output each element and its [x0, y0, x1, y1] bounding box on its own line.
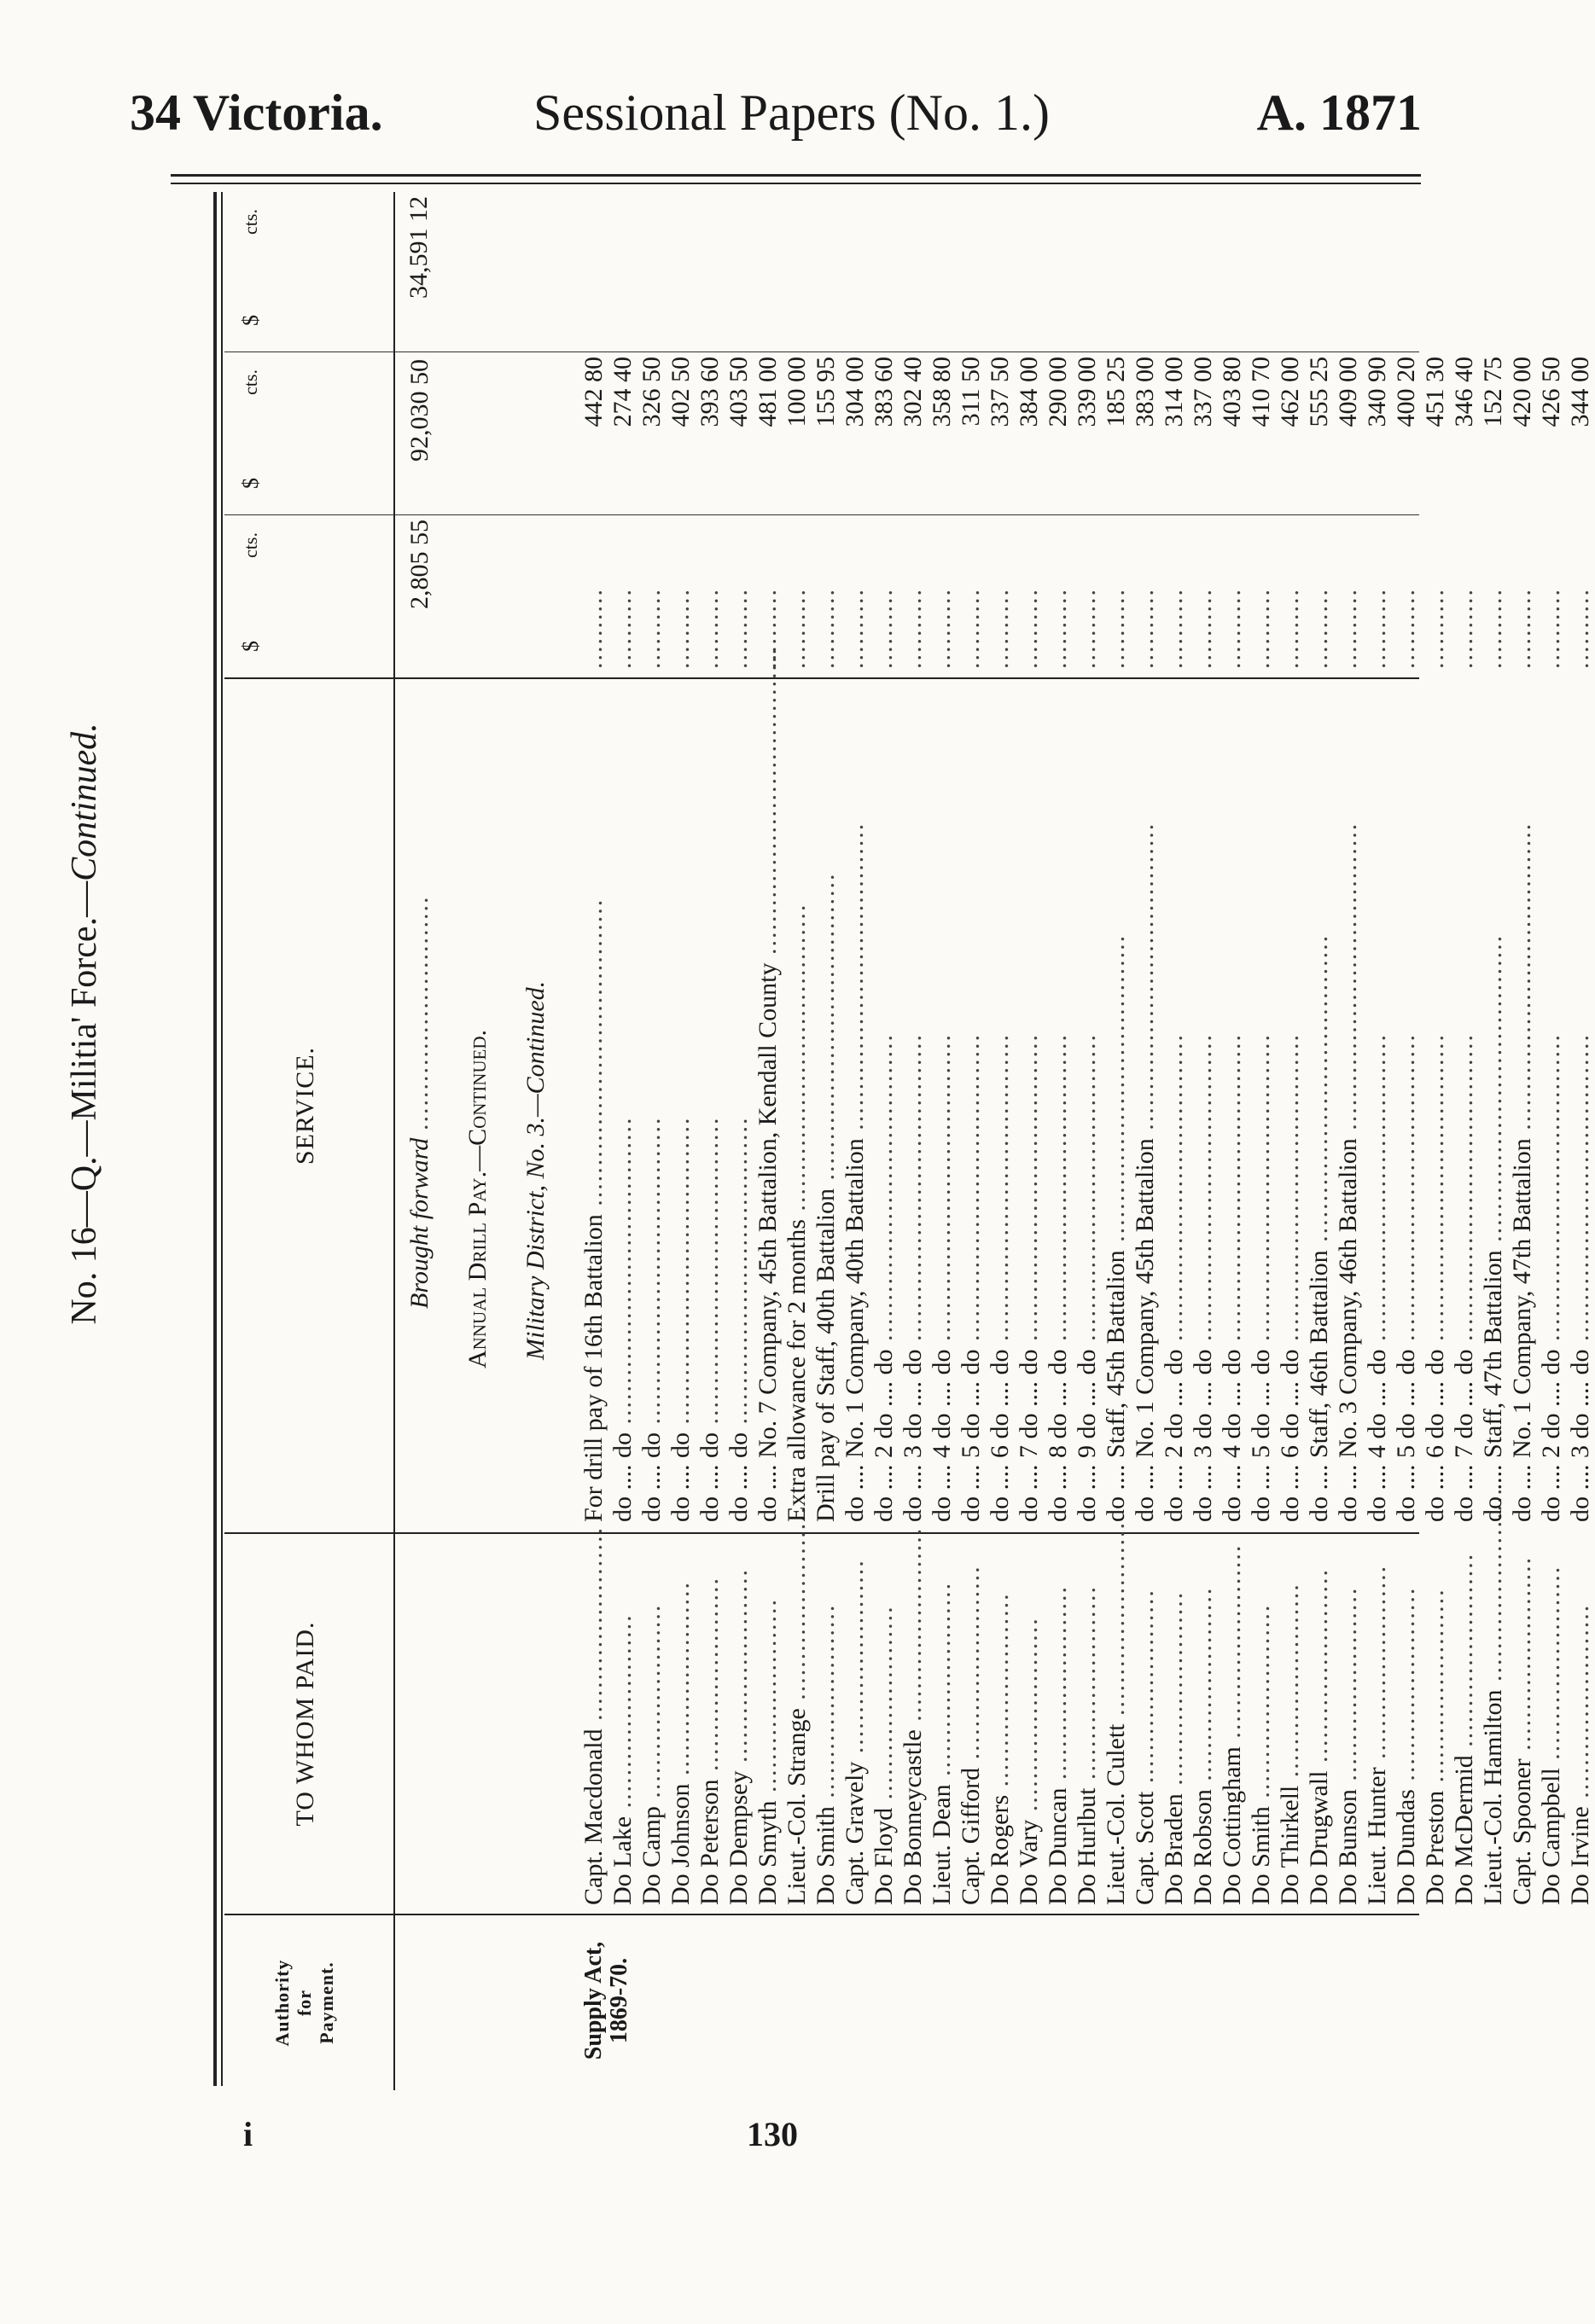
table-row: [1479, 192, 1508, 2090]
amount: 340 90: [1363, 357, 1391, 427]
service-desc: do .... 7 do .... do ......................................: [1450, 1033, 1478, 1522]
table-row: [1276, 192, 1305, 2090]
amount: 100 00: [783, 357, 811, 427]
payee: Do Lake ........................: [608, 1613, 637, 1905]
table-row: [1363, 192, 1392, 2090]
payee: Do Dempsey ........................: [725, 1568, 753, 1905]
amount: 274 40: [608, 357, 637, 427]
table-row: [1450, 192, 1479, 2090]
payee: Do Preston ........................: [1421, 1588, 1449, 1905]
payee: Capt. Spooner ........................: [1508, 1555, 1536, 1905]
service-desc: do .... No. 1 Company, 40th Battalion ......................................: [841, 822, 869, 1522]
money1-dots: ..........: [1508, 588, 1536, 669]
payee: Do Campbell ........................: [1537, 1565, 1565, 1905]
payee: Do Robson ........................: [1189, 1586, 1217, 1905]
payee: Do Braden ........................: [1160, 1590, 1188, 1905]
amount: 152 75: [1479, 357, 1507, 427]
payee: Do Hurlbut ........................: [1073, 1585, 1101, 1905]
money1-dots: ..........: [608, 588, 637, 669]
service-desc: do .... 4 do .... do ......................................: [1363, 1033, 1391, 1522]
amount: 409 00: [1334, 357, 1362, 427]
payee: Capt. Gifford ........................: [957, 1565, 985, 1905]
spacer-row: [492, 192, 521, 2090]
money1-dots: ..........: [1305, 588, 1333, 669]
amount: 403 50: [725, 357, 753, 427]
money1-dots: ..........: [696, 588, 724, 669]
money1-dots: ..........: [1363, 588, 1391, 669]
table-row: [870, 192, 899, 2090]
money1-dots: ..........: [1247, 588, 1275, 669]
amount: 451 30: [1421, 357, 1449, 427]
table-row: [1537, 192, 1566, 2090]
amount: 420 00: [1508, 357, 1536, 427]
money1-dots: ..........: [1392, 588, 1420, 669]
payee: Do Johnson ........................: [667, 1580, 695, 1905]
table-body: [405, 192, 1595, 2090]
payee: Do Peterson ........................: [696, 1577, 724, 1905]
service-header: SERVICE.: [290, 1046, 319, 1165]
service-desc: do .... do ......................................: [725, 1116, 753, 1522]
brought-forward-row: [405, 192, 434, 2090]
table-row: [637, 192, 667, 2090]
payee: Do Rogers ........................: [986, 1592, 1014, 1905]
header-right: A. 1871: [1256, 84, 1422, 141]
money1-dots: ..........: [725, 588, 753, 669]
money1-dots: ..........: [1276, 588, 1304, 669]
table-row: [725, 192, 754, 2090]
service-desc: do .... 6 do .... do ......................................: [1421, 1033, 1449, 1522]
authority-text: Supply Act, 1869-70.: [580, 1941, 632, 2060]
service-desc: do .... Staff, 46th Battalion ......................................: [1305, 933, 1333, 1522]
payee: Lieut. Hunter ........................: [1363, 1564, 1391, 1905]
service-desc: do .... 3 do .... do ......................................: [1189, 1033, 1217, 1522]
amount: 555 25: [1305, 357, 1333, 427]
service-desc: do .... do ......................................: [696, 1116, 724, 1522]
table-row: [957, 192, 986, 2090]
amount: 344 00: [1566, 357, 1594, 427]
amount: 400 20: [1392, 357, 1420, 427]
amount: 346 40: [1450, 357, 1478, 427]
service-desc: do .... 5 do .... do ......................................: [1247, 1033, 1275, 1522]
money1-dots: ..........: [579, 588, 608, 669]
amount: 358 80: [928, 357, 956, 427]
brought-forward-col3: 92,030 50: [405, 359, 434, 462]
amount: 339 00: [1073, 357, 1101, 427]
service-desc: do .... 7 do .... do ......................................: [1015, 1033, 1043, 1522]
service-desc: do .... do ......................................: [667, 1116, 695, 1522]
service-desc: do .... 6 do .... do ......................................: [986, 1033, 1014, 1522]
money1-dots: ..........: [667, 588, 695, 669]
service-desc: do .... 5 do .... do ......................................: [957, 1033, 985, 1522]
service-desc: do .... No. 1 Company, 45th Battalion ......................................: [1131, 822, 1159, 1522]
table-title: No. 16—Q.—Militia' Force.—Continued.: [65, 723, 104, 1325]
payee: Capt. Gravely ........................: [841, 1559, 869, 1905]
service-desc: do .... 2 do .... do ......................................: [1537, 1033, 1565, 1522]
money1-dots: ..........: [928, 588, 956, 669]
service-desc: do .... 2 do .... do ......................................: [870, 1033, 898, 1522]
payee: Do Bunson ........................: [1334, 1586, 1362, 1905]
brought-forward-col4: 34,591 12: [405, 196, 433, 299]
amount: 383 00: [1131, 357, 1159, 427]
amount: 337 50: [986, 357, 1014, 427]
money-column-3: $ cts.: [238, 209, 263, 326]
money1-dots: ..........: [1450, 588, 1478, 669]
amount: 383 60: [870, 357, 898, 427]
service-desc: Drill pay of Staff, 40th Battalion ......................................: [812, 872, 840, 1522]
service-desc: do .... 3 do .... do ......................................: [1566, 1033, 1594, 1522]
service-desc: do .... do ......................................: [637, 1116, 666, 1522]
amount: 155 95: [812, 357, 840, 427]
table-row: [1102, 192, 1131, 2090]
header-rule: [393, 192, 395, 2090]
brought-forward-label: Brought forward .............................: [405, 894, 434, 1309]
money-column-1: $ cts.: [224, 514, 1419, 677]
payee: Do Cottingham ........................: [1218, 1543, 1246, 1905]
money1-dots: ..........: [754, 588, 782, 669]
payee: Capt. Macdonald ........................: [579, 1525, 608, 1905]
amount: 410 70: [1247, 357, 1275, 427]
spacer-row: [434, 192, 463, 2090]
payee: Do Drugwall ........................: [1305, 1568, 1333, 1905]
table-row: [1073, 192, 1102, 2090]
money1-dots: ..........: [1073, 588, 1101, 669]
service-desc: do .... No. 7 Company, 45th Battalion, Kendall County ......................................: [754, 646, 782, 1522]
service-desc: do .... No. 3 Company, 46th Battalion ......................................: [1334, 822, 1362, 1522]
left-rule-thin: [221, 192, 223, 2086]
table-row: [1189, 192, 1218, 2090]
service-desc: For drill pay of 16th Battalion ......................................: [579, 898, 608, 1522]
payee: Capt. Scott ........................: [1131, 1589, 1159, 1905]
payment-rows: [579, 192, 1595, 2090]
page-number: 130: [747, 2115, 798, 2153]
amount: 426 50: [1537, 357, 1565, 427]
payee: Do Smyth ........................: [754, 1597, 782, 1905]
service-desc: do .... 5 do .... do ......................................: [1392, 1033, 1420, 1522]
section-title-1: Annual Drill Pay.—Continued.: [463, 1029, 492, 1368]
service-desc: do .... Staff, 45th Battalion ......................................: [1102, 933, 1130, 1522]
payee: Do Camp ........................: [637, 1603, 666, 1905]
money1-dots: ..........: [1131, 588, 1159, 669]
money1-dots: ..........: [899, 588, 927, 669]
table-row: [608, 192, 637, 2090]
brought-forward-col2: 2,805 55: [405, 520, 434, 609]
table-row: [1392, 192, 1421, 2090]
service-desc: do .... No. 1 Company, 47th Battalion ......................................: [1508, 822, 1536, 1522]
left-rule: [213, 192, 217, 2086]
money1-dots: ..........: [841, 588, 869, 669]
money1-dots: ..........: [1479, 588, 1507, 669]
whom-header: TO WHOM PAID.: [290, 1621, 319, 1827]
amount: 442 80: [579, 357, 608, 427]
table-row: [783, 192, 812, 2090]
amount: 403 80: [1218, 357, 1246, 427]
payee: Do Smith ........................: [1247, 1603, 1275, 1905]
section-title-2: Military District, No. 3.—Continued.: [521, 980, 550, 1360]
money1-dots: ..........: [1421, 588, 1449, 669]
table-row: [899, 192, 928, 2090]
service-desc: do .... 3 do .... do ......................................: [899, 1033, 927, 1522]
money1-dots: ..........: [957, 588, 985, 669]
payee: Lieut.-Col. Hamilton ........................: [1479, 1487, 1507, 1905]
table-row: [1015, 192, 1044, 2090]
service-desc: do .... 4 do .... do ......................................: [1218, 1033, 1246, 1522]
table-row: [1044, 192, 1073, 2090]
amount: 302 40: [899, 357, 927, 427]
money1-dots: ..........: [986, 588, 1014, 669]
amount: 481 00: [754, 357, 782, 427]
money1-dots: ..........: [1044, 588, 1072, 669]
table-row: [667, 192, 696, 2090]
amount: 402 50: [667, 357, 695, 427]
table-row: [928, 192, 957, 2090]
service-desc: do .... 6 do .... do ......................................: [1276, 1033, 1304, 1522]
table-row: [1247, 192, 1276, 2090]
table-row: [1421, 192, 1450, 2090]
service-desc: do .... Staff, 47th Battalion ......................................: [1479, 933, 1507, 1522]
payee: Do Thirkell ........................: [1276, 1583, 1304, 1905]
amount: 393 60: [696, 357, 724, 427]
service-desc: Extra allowance for 2 months ......................................: [783, 903, 811, 1522]
spacer-row: [550, 192, 579, 2090]
table-row: [986, 192, 1015, 2090]
service-desc: do .... 2 do .... do ......................................: [1160, 1033, 1188, 1522]
money1-dots: ..........: [1218, 588, 1246, 669]
amount: 384 00: [1015, 357, 1043, 427]
table-row: [841, 192, 870, 2090]
money1-dots: ..........: [1015, 588, 1043, 669]
table-row: [1566, 192, 1595, 2090]
payee: Do Duncan ........................: [1044, 1585, 1072, 1905]
amount: 185 25: [1102, 357, 1130, 427]
service-desc: do .... 4 do .... do ......................................: [928, 1033, 956, 1522]
money1-dots: ..........: [1537, 588, 1565, 669]
amount: 462 00: [1276, 357, 1304, 427]
money1-dots: ..........: [870, 588, 898, 669]
table-row: [1334, 192, 1363, 2090]
amount: 314 00: [1160, 357, 1188, 427]
amount: 290 00: [1044, 357, 1072, 427]
table-row: [1160, 192, 1189, 2090]
payee: Do McDermid ........................: [1450, 1552, 1478, 1905]
top-rule: [171, 174, 1421, 177]
service-desc: do .... do ......................................: [608, 1116, 637, 1522]
amount: 326 50: [637, 357, 666, 427]
rotated-table: [65, 192, 1594, 2090]
table-row: [1508, 192, 1537, 2090]
table-row: [579, 192, 608, 2090]
payee: Lieut.-Col. Culett ........................: [1102, 1521, 1130, 1905]
authority-header: Authority for Payment.: [271, 1959, 337, 2047]
payee: Do Vary ........................: [1015, 1617, 1043, 1905]
table-row: [696, 192, 725, 2090]
header-left: 34 Victoria.: [130, 84, 383, 141]
money1-dots: ..........: [1334, 588, 1362, 669]
top-rule-thin: [171, 183, 1421, 184]
money1-dots: ..........: [637, 588, 666, 669]
margin-mark: i: [243, 2115, 253, 2153]
payee: Do Smith ........................: [812, 1603, 840, 1905]
table-row: [1131, 192, 1160, 2090]
money1-dots: ..........: [783, 588, 811, 669]
amount: 311 50: [957, 357, 985, 427]
amount: 304 00: [841, 357, 869, 427]
amount: 337 00: [1189, 357, 1217, 427]
table-row: [754, 192, 783, 2090]
table-row: [1305, 192, 1334, 2090]
service-desc: do .... 9 do .... do ......................................: [1073, 1033, 1101, 1522]
table-row: [1218, 192, 1247, 2090]
payee: Do Dundas ........................: [1392, 1586, 1420, 1905]
money1-dots: ..........: [1566, 588, 1594, 669]
money1-dots: ..........: [812, 588, 840, 669]
payee: Lieut. Dean ........................: [928, 1581, 956, 1905]
money1-dots: ..........: [1102, 588, 1130, 669]
money1-dots: ..........: [1160, 588, 1188, 669]
payee: Lieut.-Col. Strange ........................: [783, 1505, 811, 1905]
payee: Do Bonneycastle ........................: [899, 1526, 927, 1905]
payee: Do Floyd ........................: [870, 1605, 898, 1905]
service-desc: do .... 8 do .... do ......................................: [1044, 1033, 1072, 1522]
table-row: [812, 192, 841, 2090]
money-column-2: $ cts.: [224, 352, 1419, 514]
payee: Do Irvine ........................: [1566, 1603, 1594, 1905]
money1-dots: ..........: [1189, 588, 1217, 669]
header-center: Sessional Papers (No. 1.): [533, 84, 1050, 141]
